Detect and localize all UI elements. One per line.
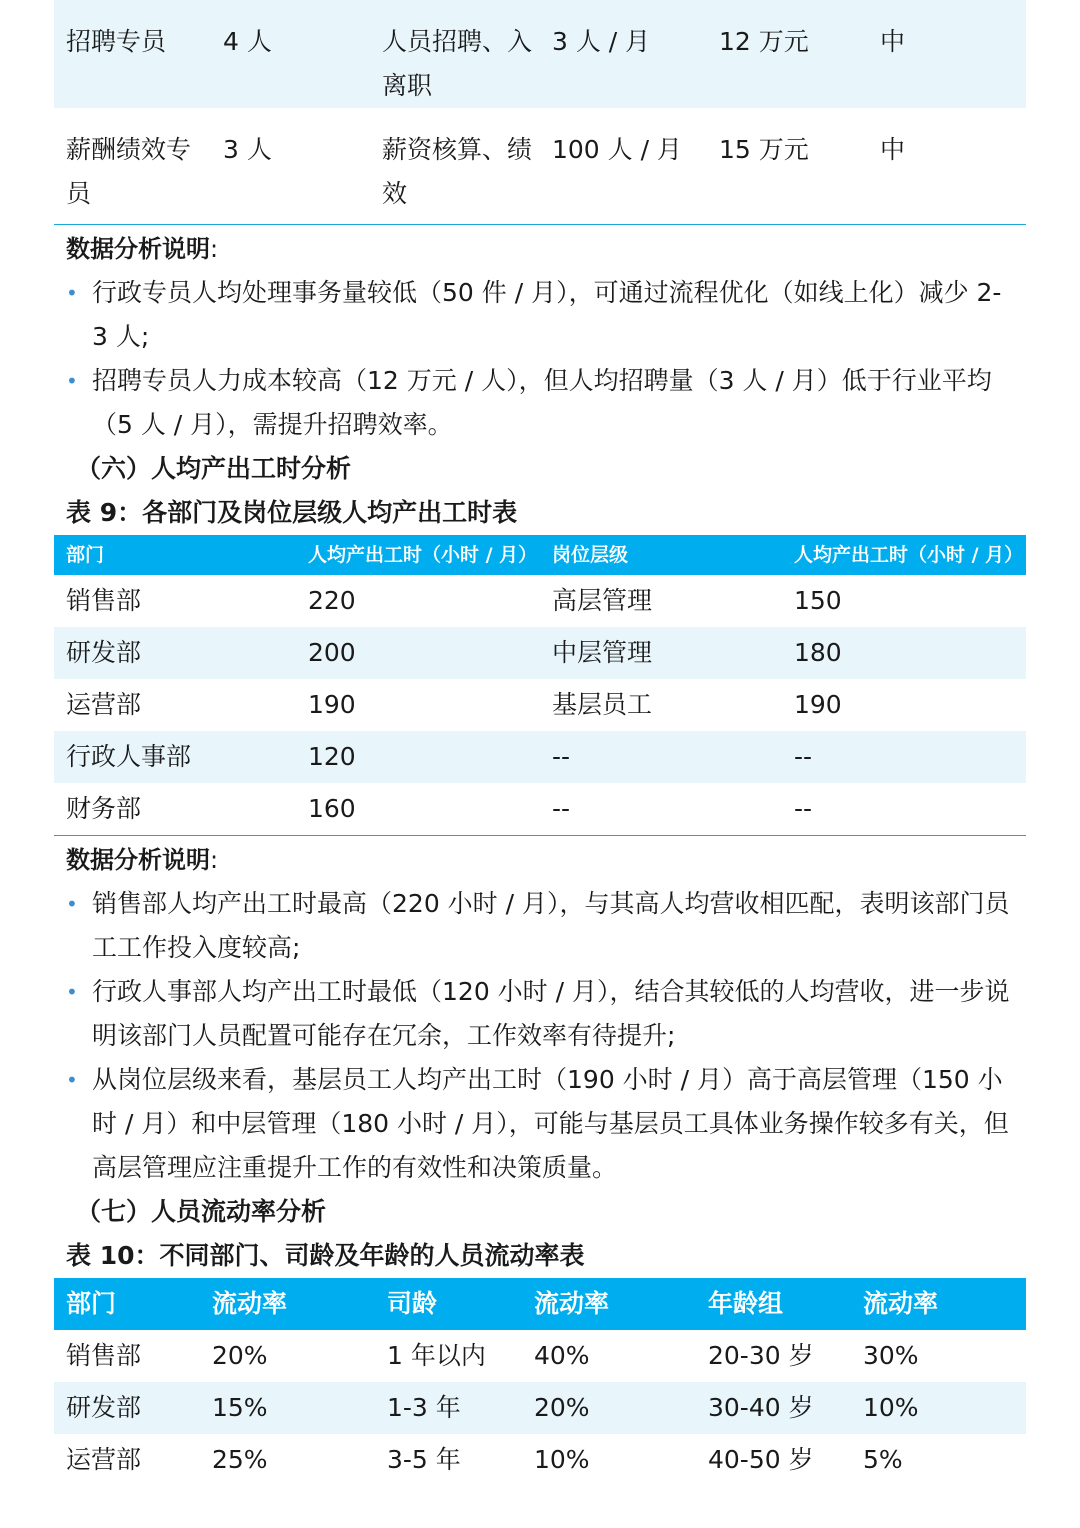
table-cell: 3 人 [211,108,370,225]
workhours-table [54,535,1026,836]
table-cell: 20-30 岁 [708,1341,814,1370]
table-cell: 3-5 年 [387,1445,461,1474]
table-cell: -- [782,731,1026,783]
table-cell: 销售部 [66,1341,142,1370]
table-row [54,0,1026,108]
table-cell: 高层管理 [552,586,653,615]
section-heading: （七）人员流动率分析 [76,1197,327,1226]
analysis-note-title [54,838,1026,882]
analysis-note-list [54,882,1026,1190]
table-cell: 薪资核算、绩效 [370,108,540,225]
table-cell: 15% [200,1382,375,1434]
table-cell: 财务部 [66,794,142,823]
note-title-text: 数据分析说明 [66,235,210,263]
table-cell: 10% [851,1382,1026,1434]
table-cell: 20% [212,1341,268,1370]
table-row [54,575,1026,627]
table-cell: -- [552,794,571,823]
table-cell: 200 [296,627,540,679]
column-header: 岗位层级 [540,535,782,575]
table-cell: 中 [868,0,1026,108]
table-row [54,679,1026,731]
column-header: 部门 [54,535,296,575]
table-cell: 190 [794,690,842,719]
table-cell: 40% [534,1341,590,1370]
list-item [54,882,1026,970]
table-cell: 25% [212,1445,268,1474]
bullet-icon: • [66,980,78,1004]
table-cell: 中 [868,108,1026,225]
table-cell: 160 [308,794,356,823]
table-cell: 30% [863,1341,919,1370]
bullet-icon: • [66,892,78,916]
table-cell: 研发部 [54,1382,200,1434]
table-cell: 中层管理 [540,627,782,679]
table-cell: 薪酬绩效专员 [54,108,211,225]
table-cell: 3 人 / 月 [540,0,707,108]
column-header: 部门 [54,1278,200,1330]
table-cell: 招聘专员 [54,0,211,108]
table-header-row [54,1278,1026,1330]
table-cell: 运营部 [66,690,142,719]
list-item [54,970,1026,1058]
table-cell: 销售部 [66,586,142,615]
analysis-note-list [54,271,1026,447]
column-header: 流动率 [851,1278,1026,1330]
table-row [54,1434,1026,1486]
table-cell: 1 年以内 [387,1341,486,1370]
bullet-icon: • [66,281,78,305]
table-header-row [54,535,1026,575]
table-row [54,731,1026,783]
table-caption: 表 9：各部门及岗位层级人均产出工时表 [66,498,518,527]
bullet-icon: • [66,1068,78,1092]
table-cell: 10% [534,1445,590,1474]
table-cell: -- [794,794,813,823]
list-item-text: 从岗位层级来看，基层员工人均产出工时（190 小时 / 月）高于高层管理（150 小时 / 月）和中层管理（180 小时 / 月），可能与基层员工具体业务操作较多有关，但高层管理应注重提升工作的有效性和决策质量。 [92,1065,1009,1182]
column-header: 人均产出工时（小时 / 月） [296,535,540,575]
list-item [54,1058,1026,1190]
note-title-colon: : [210,846,219,874]
column-header: 人均产出工时（小时 / 月） [782,535,1026,575]
table-cell: 研发部 [54,627,296,679]
table-cell: 5% [863,1445,903,1474]
table-cell: 1-3 年 [375,1382,522,1434]
table-caption: 表 10：不同部门、司龄及年龄的人员流动率表 [66,1241,585,1270]
table-row [54,108,1026,225]
list-item [54,271,1026,359]
section-heading: （六）人均产出工时分析 [76,454,352,483]
table-cell: 220 [308,586,356,615]
table-row [54,1382,1026,1434]
table-cell: 4 人 [211,0,370,108]
staffing-table-continued [54,0,1026,225]
table-cell: 运营部 [66,1445,142,1474]
table-cell: 150 [794,586,842,615]
turnover-table [54,1278,1026,1486]
document-page [54,0,1026,1486]
table-cell: 180 [782,627,1026,679]
column-header: 流动率 [200,1278,375,1330]
table-cell: 15 万元 [707,108,868,225]
column-header: 司龄 [375,1278,522,1330]
table-cell: 120 [296,731,540,783]
column-header: 年龄组 [696,1278,851,1330]
list-item-text: 行政人事部人均产出工时最低（120 小时 / 月），结合其较低的人均营收，进一步说明该部门人员配置可能存在冗余，工作效率有待提升; [92,977,1010,1050]
bullet-icon: • [66,369,78,393]
table-cell: 行政人事部 [54,731,296,783]
table-cell: 100 人 / 月 [540,108,707,225]
note-title-colon: : [210,235,219,263]
table-row [54,627,1026,679]
list-item-text: 招聘专员人力成本较高（12 万元 / 人），但人均招聘量（3 人 / 月）低于行业平均（5 人 / 月），需提升招聘效率。 [92,366,992,439]
table-cell: -- [540,731,782,783]
list-item-text: 销售部人均产出工时最高（220 小时 / 月），与其高人均营收相匹配，表明该部门员工工作投入度较高; [92,889,1010,962]
table-cell: 12 万元 [707,0,868,108]
note-title-text: 数据分析说明 [66,846,210,874]
list-item [54,359,1026,447]
table-cell: 190 [308,690,356,719]
table-row [54,783,1026,836]
list-item-text: 行政专员人均处理事务量较低（50 件 / 月），可通过流程优化（如线上化）减少 2-3 人; [92,278,1002,351]
table-cell: 40-50 岁 [708,1445,814,1474]
table-cell: 基层员工 [552,690,653,719]
table-cell: 30-40 岁 [696,1382,851,1434]
table-row [54,1330,1026,1382]
column-header: 流动率 [522,1278,696,1330]
analysis-note-title [54,227,1026,271]
table-cell: 20% [522,1382,696,1434]
table-cell: 人员招聘、入离职 [370,0,540,108]
